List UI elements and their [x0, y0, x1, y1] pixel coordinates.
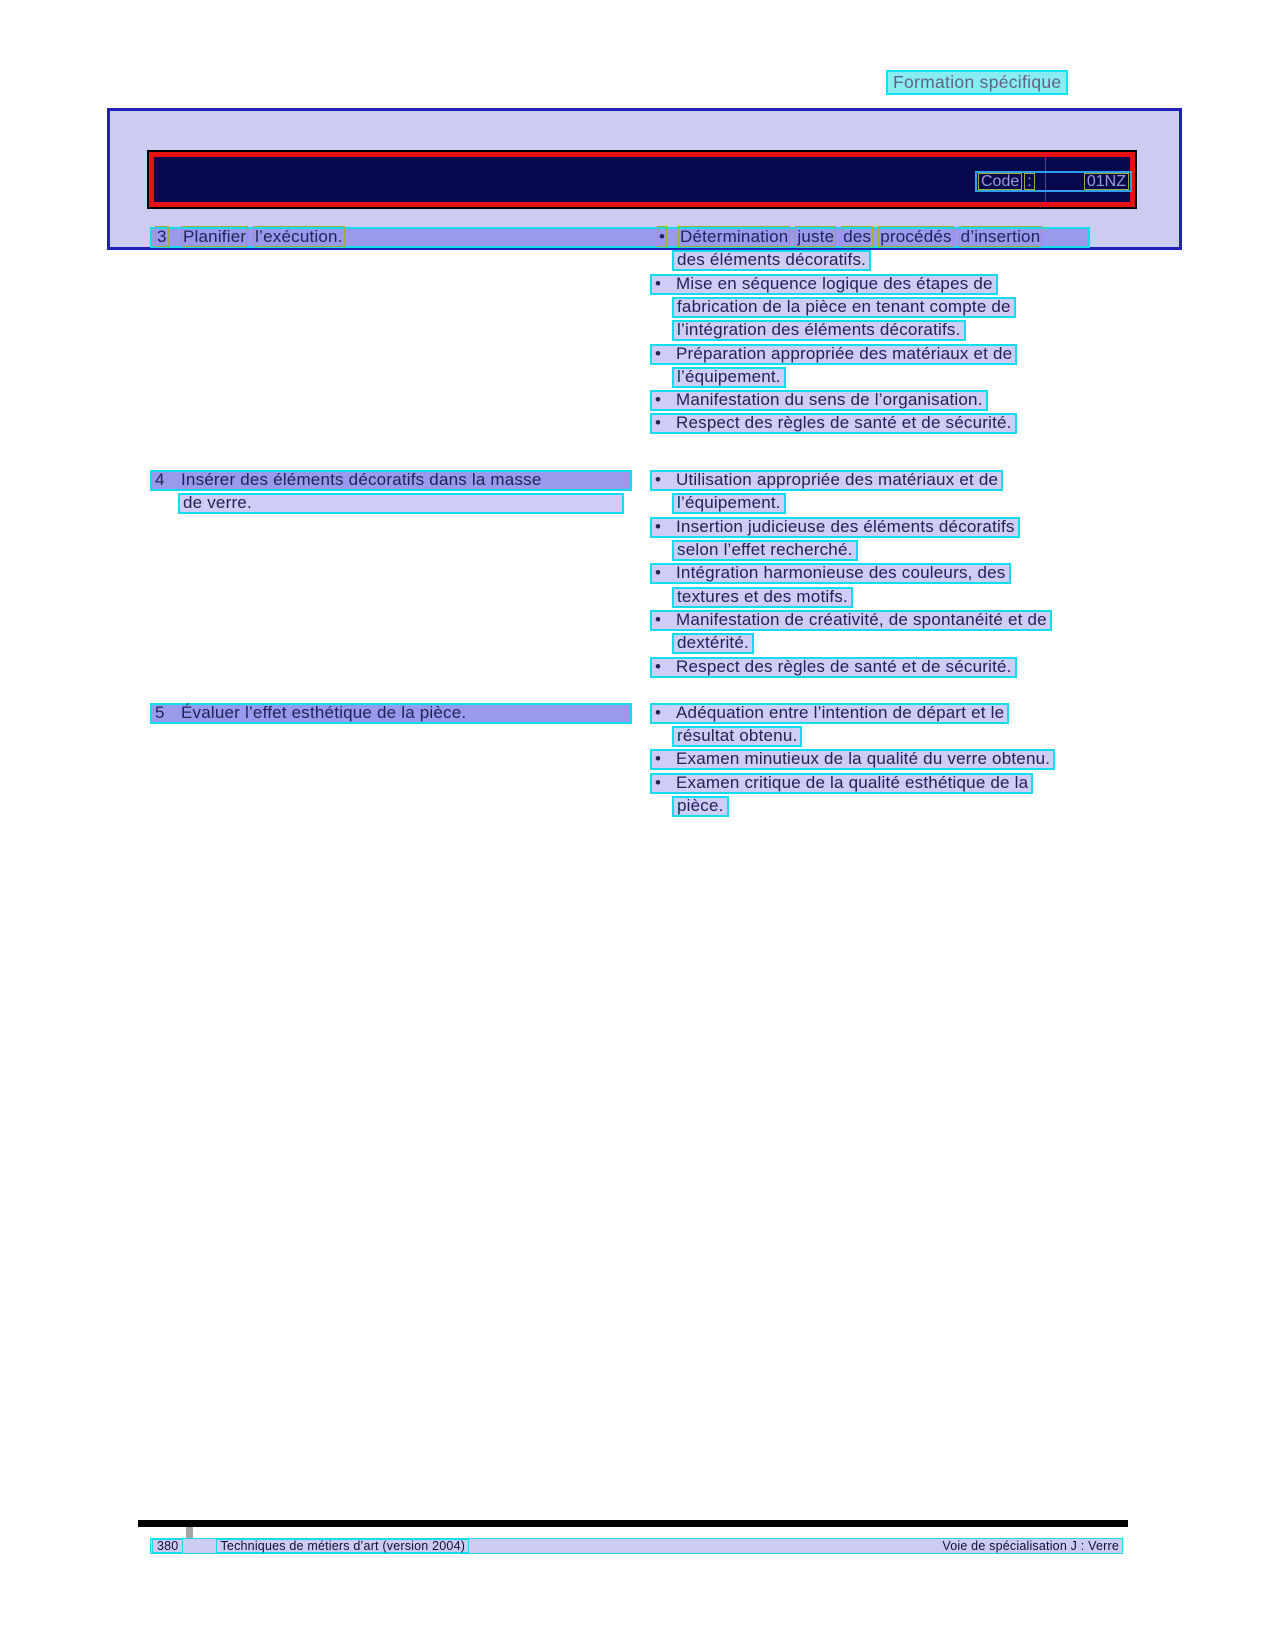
criterion-line — [650, 749, 1055, 770]
bullet-icon: • — [655, 749, 662, 768]
bullet-icon: • — [659, 227, 666, 246]
footer — [150, 1538, 1123, 1554]
criterion-line — [672, 633, 754, 654]
criterion-line — [650, 517, 1020, 538]
bullet-icon: • — [655, 413, 662, 432]
criterion-text: l’intégration des éléments décoratifs. — [677, 320, 961, 339]
criterion-text: Respect des règles de santé et de sécurité. — [676, 657, 1012, 676]
criterion-text: Détermination juste des procédés d’insertion — [680, 227, 1041, 246]
criterion-line — [650, 344, 1017, 365]
footer-rule — [138, 1520, 1128, 1527]
bullet-icon: • — [655, 274, 662, 293]
criterion-text: Respect des règles de santé et de sécurité. — [676, 413, 1012, 432]
criterion-line — [650, 274, 998, 295]
criterion-line — [672, 493, 786, 514]
section-header-label: Formation spécifique — [886, 70, 1068, 95]
criterion-text: résultat obtenu. — [677, 726, 798, 745]
criterion-line — [672, 540, 858, 561]
criterion-text: pièce. — [677, 796, 724, 815]
criterion-line — [650, 470, 1003, 491]
criterion-line — [650, 773, 1033, 794]
criterion-line — [672, 726, 802, 747]
objective-row-5-first-line — [150, 703, 632, 724]
criterion-text: Manifestation de créativité, de spontanéité et de — [676, 610, 1047, 629]
criterion-text: dextérité. — [677, 633, 749, 652]
criterion-text: Examen minutieux de la qualité du verre obtenu. — [676, 749, 1051, 768]
bullet-icon: • — [655, 344, 662, 363]
bullet-icon: • — [655, 773, 662, 792]
bullet-icon: • — [655, 470, 662, 489]
criterion-text: des éléments décoratifs. — [677, 250, 867, 269]
objective-row-3-first-line — [150, 227, 1090, 248]
objective-row-4-first-line — [150, 470, 632, 491]
bullet-icon: • — [655, 703, 662, 722]
objective-number: 3 — [157, 227, 167, 246]
criterion-text: fabrication de la pièce en tenant compte de — [677, 297, 1011, 316]
criterion-line — [650, 703, 1009, 724]
criterion-text: Examen critique de la qualité esthétique de la — [676, 773, 1029, 792]
criterion-text: Adéquation entre l’intention de départ et le — [676, 703, 1005, 722]
footer-left-text: Techniques de métiers d’art (version 2004) — [216, 1539, 469, 1553]
code-value: 01NZ — [1084, 173, 1129, 190]
bullet-icon: • — [655, 390, 662, 409]
criterion-line — [672, 796, 729, 817]
criterion-line — [672, 297, 1016, 318]
objective-number: 5 — [155, 703, 165, 722]
code-separator: : — [1024, 173, 1034, 190]
code-label: Code — [978, 173, 1022, 190]
objective-number: 4 — [155, 470, 165, 489]
criterion-text: Manifestation du sens de l’organisation. — [676, 390, 983, 409]
objective-behavior-line: Insérer des éléments décoratifs dans la masse — [181, 470, 542, 489]
bullet-icon: • — [655, 610, 662, 629]
objective-behavior-line: Planifier l’exécution. — [183, 227, 343, 246]
criterion-line — [672, 587, 853, 608]
code-box — [975, 171, 1132, 192]
criterion-line — [650, 563, 1011, 584]
criterion-line — [672, 367, 786, 388]
criterion-text: Mise en séquence logique des étapes de — [676, 274, 993, 293]
bullet-icon: • — [655, 517, 662, 536]
objective-behavior-line: de verre. — [178, 493, 624, 514]
footer-page-number: 380 — [152, 1539, 183, 1553]
criterion-text: textures et des motifs. — [677, 587, 848, 606]
criterion-text: Intégration harmonieuse des couleurs, des — [676, 563, 1006, 582]
criterion-line — [672, 250, 871, 271]
criterion-line — [650, 610, 1052, 631]
criterion-line — [672, 320, 966, 341]
criterion-line — [650, 657, 1017, 678]
bullet-icon: • — [655, 657, 662, 676]
footer-right-text: Voie de spécialisation J : Verre — [942, 1539, 1119, 1553]
objective-behavior-line: Évaluer l’effet esthétique de la pièce. — [181, 703, 467, 722]
bullet-icon: • — [655, 563, 662, 582]
criterion-text: selon l’effet recherché. — [677, 540, 853, 559]
criterion-text: Utilisation appropriée des matériaux et de — [676, 470, 999, 489]
criterion-text: l’équipement. — [677, 493, 781, 512]
criterion-text: l’équipement. — [677, 367, 781, 386]
criterion-text: Préparation appropriée des matériaux et de — [676, 344, 1013, 363]
criterion-text: Insertion judicieuse des éléments décoratifs — [676, 517, 1015, 536]
criterion-line — [650, 390, 988, 411]
criterion-line — [650, 413, 1017, 434]
